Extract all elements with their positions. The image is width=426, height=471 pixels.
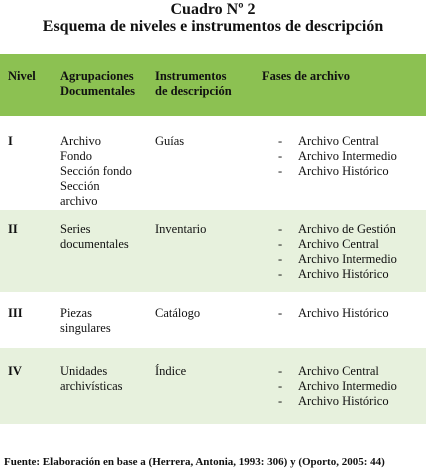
fase-item xyxy=(278,306,426,321)
bullet-dash: - xyxy=(278,222,283,236)
fase-item xyxy=(278,364,426,379)
fase-item xyxy=(278,267,426,282)
fase-label: Archivo Intermedio xyxy=(298,252,397,266)
description-levels-table xyxy=(0,54,426,424)
table-header-row xyxy=(0,54,426,116)
bullet-dash: - xyxy=(278,267,283,281)
row-agrupaciones: Archivo Fondo Sección fondo Sección archivo xyxy=(60,134,132,208)
fase-item xyxy=(278,149,426,164)
table-row xyxy=(0,116,426,210)
row-nivel: I xyxy=(8,134,13,148)
fase-label: Archivo Central xyxy=(298,134,379,148)
table-row xyxy=(0,292,426,348)
table-caption-title: Esquema de niveles e instrumentos de descripción xyxy=(42,18,384,35)
fase-label: Archivo Histórico xyxy=(298,267,389,281)
bullet-dash: - xyxy=(278,237,283,251)
bullet-dash: - xyxy=(278,306,283,320)
fase-item xyxy=(278,237,426,252)
row-instrumentos: Catálogo xyxy=(155,306,201,320)
row-fases xyxy=(278,134,426,179)
fase-item xyxy=(278,252,426,267)
row-instrumentos: Guías xyxy=(155,134,185,148)
fase-label: Archivo Histórico xyxy=(298,164,389,178)
table-row xyxy=(0,348,426,424)
bullet-dash: - xyxy=(278,164,283,178)
row-fases xyxy=(278,306,426,321)
row-agrupaciones: Series documentales xyxy=(60,222,129,251)
header-nivel: Nivel xyxy=(8,69,36,83)
fase-item xyxy=(278,134,426,149)
fase-label: Archivo Histórico xyxy=(298,394,389,408)
fase-item xyxy=(278,222,426,237)
bullet-dash: - xyxy=(278,134,283,148)
row-instrumentos: Índice xyxy=(155,364,187,378)
header-agrupaciones: Agrupaciones Documentales xyxy=(60,69,135,98)
row-instrumentos: Inventario xyxy=(155,222,207,236)
bullet-dash: - xyxy=(278,252,283,266)
fase-item xyxy=(278,379,426,394)
fase-label: Archivo de Gestión xyxy=(298,222,396,236)
row-nivel: III xyxy=(8,306,23,320)
fase-item xyxy=(278,164,426,179)
bullet-dash: - xyxy=(278,364,283,378)
source-footnote: Fuente: Elaboración en base a (Herrera, Antonia, 1993: 306) y (Oporto, 2005: 44) xyxy=(4,456,385,468)
bullet-dash: - xyxy=(278,379,283,393)
row-agrupaciones: Piezas singulares xyxy=(60,306,111,335)
fase-item xyxy=(278,394,426,409)
fase-label: Archivo Intermedio xyxy=(298,149,397,163)
fase-label: Archivo Intermedio xyxy=(298,379,397,393)
fase-label: Archivo Central xyxy=(298,237,379,251)
row-fases xyxy=(278,222,426,282)
row-nivel: IV xyxy=(8,364,22,378)
bullet-dash: - xyxy=(278,394,283,408)
fase-label: Archivo Histórico xyxy=(298,306,389,320)
fase-label: Archivo Central xyxy=(298,364,379,378)
header-fases: Fases de archivo xyxy=(262,69,350,83)
table-row xyxy=(0,210,426,292)
table-caption-number: Cuadro Nº 2 xyxy=(170,1,256,18)
header-instrumentos: Instrumentos de descripción xyxy=(155,69,232,98)
row-nivel: II xyxy=(8,222,18,236)
row-agrupaciones: Unidades archivísticas xyxy=(60,364,123,393)
row-fases xyxy=(278,364,426,409)
bullet-dash: - xyxy=(278,149,283,163)
